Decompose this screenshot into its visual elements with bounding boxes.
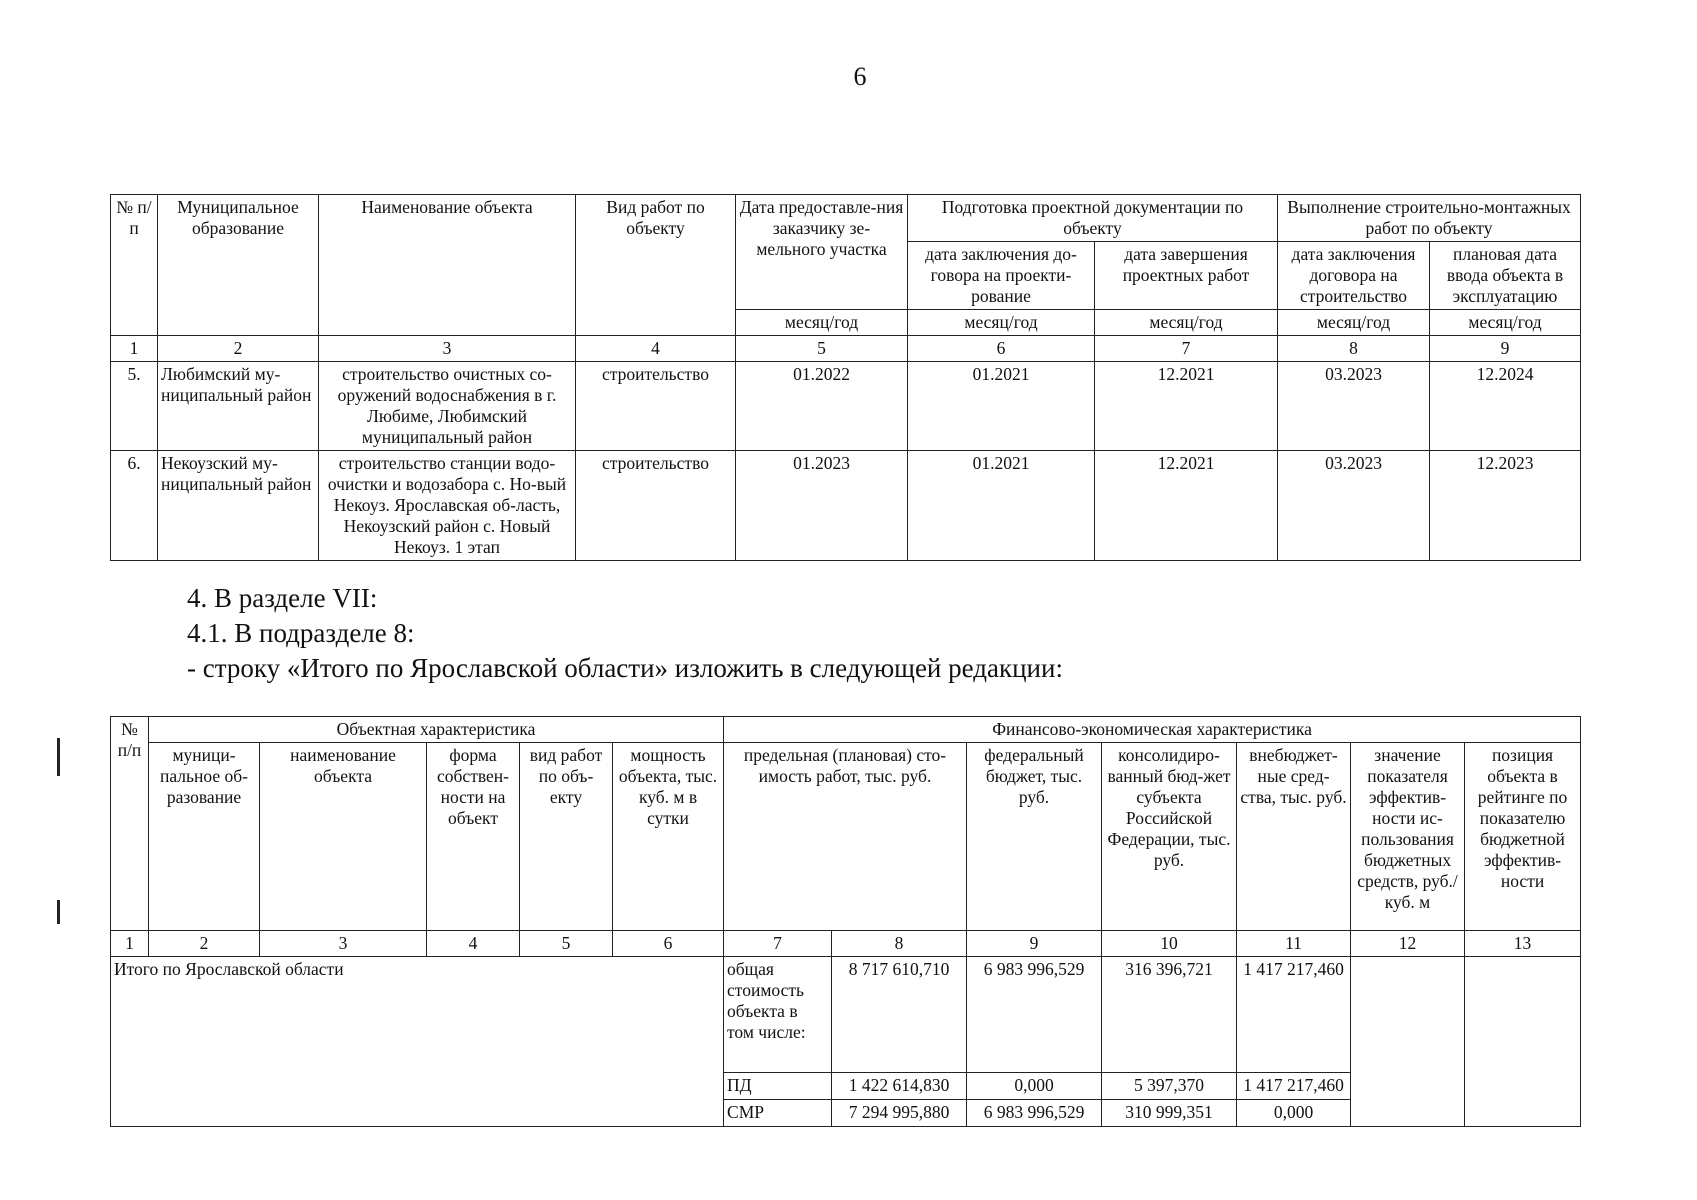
work-type-cell: строительство <box>576 362 736 451</box>
column-number: 9 <box>1430 336 1581 362</box>
header-rating: позиция объекта в рейтинге по показателю бюджетной эффектив-ности <box>1465 743 1581 931</box>
cost-name-cell: общая стоимость объекта в том числе: <box>724 957 832 1073</box>
column-number: 9 <box>967 931 1102 957</box>
column-number: 1 <box>111 336 158 362</box>
header-object-name: Наименование объекта <box>319 195 576 336</box>
column-number: 4 <box>576 336 736 362</box>
construction-contract-cell: 03.2023 <box>1278 451 1430 561</box>
column-number: 8 <box>832 931 967 957</box>
municipality-cell: Некоузский му-ниципальный район <box>158 451 319 561</box>
regional-cell: 310 999,351 <box>1102 1100 1237 1127</box>
efficiency-cell <box>1351 957 1465 1127</box>
column-number: 13 <box>1465 931 1581 957</box>
column-number: 7 <box>724 931 832 957</box>
object-name-cell: строительство станции водо-очистки и водозабора с. Но-вый Некоуз. Ярославская об-ласть, Некоузский район с. Новый Некоуз. 1 этап <box>319 451 576 561</box>
object-name-cell: строительство очистных со-оружений водоснабжения в г. Любиме, Любимский муниципальный район <box>319 362 576 451</box>
header-efficiency: значение показателя эффектив-ности ис-пользования бюджетных средств, руб./куб. м <box>1351 743 1465 931</box>
land-date-cell: 01.2023 <box>736 451 908 561</box>
table-row <box>111 362 1581 451</box>
header-federal-budget: федеральный бюджет, тыс. руб. <box>967 743 1102 931</box>
column-number: 5 <box>520 931 613 957</box>
column-number: 1 <box>111 931 149 957</box>
header-municipality: муници-пальное об-разование <box>149 743 260 931</box>
rating-cell <box>1465 957 1581 1127</box>
subsection-heading: 4.1. В подразделе 8: <box>187 618 415 648</box>
header-number: № п/п <box>111 195 158 336</box>
header-capacity: мощность объекта, тыс. куб. м в сутки <box>613 743 724 931</box>
column-number: 6 <box>908 336 1095 362</box>
construction-contract-cell: 03.2023 <box>1278 362 1430 451</box>
header-finance-group: Финансово-экономическая характеристика <box>724 717 1581 743</box>
header-ownership: форма собствен-ности на объект <box>427 743 520 931</box>
cost-cell: 7 294 995,880 <box>832 1100 967 1127</box>
unit-label: месяц/год <box>908 310 1095 336</box>
change-bar <box>57 900 60 924</box>
commissioning-cell: 12.2023 <box>1430 451 1581 561</box>
table-row <box>111 957 1581 1073</box>
instruction-text: - строку «Итого по Ярославской области» изложить в следующей редакции: <box>187 653 1063 683</box>
extra-budget-cell: 1 417 217,460 <box>1237 957 1351 1073</box>
column-number: 12 <box>1351 931 1465 957</box>
column-number: 10 <box>1102 931 1237 957</box>
land-date-cell: 01.2022 <box>736 362 908 451</box>
cost-name-cell: СМР <box>724 1100 832 1127</box>
column-number: 11 <box>1237 931 1351 957</box>
header-construction-contract-date: дата заключения договора на строительство <box>1278 242 1430 310</box>
page-number: 6 <box>853 62 867 91</box>
column-number: 5 <box>736 336 908 362</box>
row-number: 5. <box>111 362 158 451</box>
design-end-cell: 12.2021 <box>1095 451 1278 561</box>
design-contract-cell: 01.2021 <box>908 362 1095 451</box>
design-contract-cell: 01.2021 <box>908 451 1095 561</box>
extra-budget-cell: 0,000 <box>1237 1100 1351 1127</box>
cost-cell: 8 717 610,710 <box>832 957 967 1073</box>
column-number: 3 <box>319 336 576 362</box>
header-design-contract-date: дата заключения до-говора на проекти-рование <box>908 242 1095 310</box>
column-number: 3 <box>260 931 427 957</box>
financial-table <box>110 716 1581 1127</box>
work-type-cell: строительство <box>576 451 736 561</box>
federal-cell: 6 983 996,529 <box>967 1100 1102 1127</box>
cost-cell: 1 422 614,830 <box>832 1073 967 1100</box>
unit-label: месяц/год <box>1278 310 1430 336</box>
header-project-docs-group: Подготовка проектной документации по объекту <box>908 195 1278 242</box>
change-bar <box>57 738 60 776</box>
regional-cell: 5 397,370 <box>1102 1073 1237 1100</box>
commissioning-cell: 12.2024 <box>1430 362 1581 451</box>
federal-cell: 0,000 <box>967 1073 1102 1100</box>
header-construction-group: Выполнение строительно-монтажных работ по объекту <box>1278 195 1581 242</box>
header-max-cost: предельная (плановая) сто-имость работ, тыс. руб. <box>724 743 967 931</box>
header-work-type: Вид работ по объекту <box>576 195 736 336</box>
header-work-type: вид работ по объ-екту <box>520 743 613 931</box>
header-design-end-date: дата завершения проектных работ <box>1095 242 1278 310</box>
total-label: Итого по Ярославской области <box>111 957 724 1127</box>
header-number: № п/п <box>111 717 149 931</box>
column-number: 7 <box>1095 336 1278 362</box>
row-number: 6. <box>111 451 158 561</box>
unit-label: месяц/год <box>736 310 908 336</box>
header-extra-budget: внебюджет-ные сред-ства, тыс. руб. <box>1237 743 1351 931</box>
header-commissioning-date: плановая дата ввода объекта в эксплуатацию <box>1430 242 1581 310</box>
header-regional-budget: консолидиро-ванный бюд-жет субъекта Российской Федерации, тыс. руб. <box>1102 743 1237 931</box>
regional-cell: 316 396,721 <box>1102 957 1237 1073</box>
unit-label: месяц/год <box>1095 310 1278 336</box>
extra-budget-cell: 1 417 217,460 <box>1237 1073 1351 1100</box>
header-municipality: Муниципальное образование <box>158 195 319 336</box>
table-row <box>111 451 1581 561</box>
design-end-cell: 12.2021 <box>1095 362 1278 451</box>
cost-name-cell: ПД <box>724 1073 832 1100</box>
column-number: 4 <box>427 931 520 957</box>
object-schedule-table <box>110 194 1581 561</box>
column-number: 6 <box>613 931 724 957</box>
header-object-name: наименование объекта <box>260 743 427 931</box>
column-number: 8 <box>1278 336 1430 362</box>
section-heading: 4. В разделе VII: <box>187 583 378 613</box>
municipality-cell: Любимский му-ниципальный район <box>158 362 319 451</box>
column-number: 2 <box>149 931 260 957</box>
header-land-date: Дата предоставле-ния заказчику зе-мельного участка <box>736 195 908 310</box>
column-number: 2 <box>158 336 319 362</box>
unit-label: месяц/год <box>1430 310 1581 336</box>
header-object-group: Объектная характеристика <box>149 717 724 743</box>
federal-cell: 6 983 996,529 <box>967 957 1102 1073</box>
